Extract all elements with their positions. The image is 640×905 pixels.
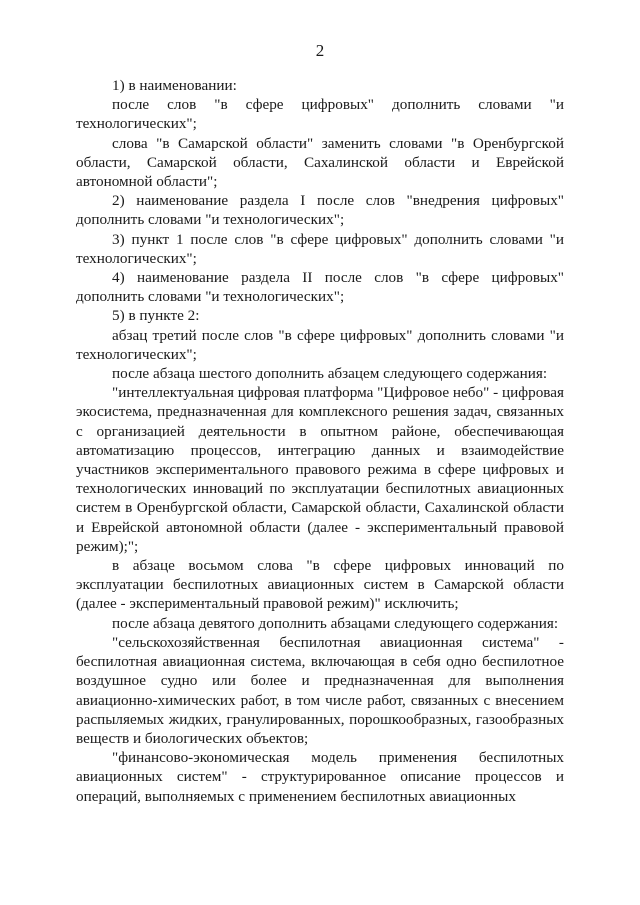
paragraph: "сельскохозяйственная беспилотная авиационная система" - беспилотная авиационная система, включающая в себя одно беспилотное воздушное судно или более и предназначенная для выполнения авиационно-химических работ, в том числе работ, связанных с внесением распыляемых жидких, гранулированных, порошкообразных, газообразных веществ и биологических объектов; [76,633,564,747]
paragraph: 4) наименование раздела II после слов "в сфере цифровых" дополнить словами "и технологических"; [76,269,564,306]
paragraph: 3) пункт 1 после слов "в сфере цифровых" дополнить словами "и технологических"; [76,230,564,267]
paragraph: в абзаце восьмом слова "в сфере цифровых инноваций по эксплуатации беспилотных авиационных систем в Самарской области (далее - экспериментальный правовой режим)" исключить; [76,557,564,613]
page-number: 2 [315,41,325,60]
paragraph: 2) наименование раздела I после слов "внедрения цифровых" дополнить словами "и технологических"; [76,192,564,229]
paragraph: после слов "в сфере цифровых" дополнить словами "и технологических"; [76,96,564,133]
paragraph: абзац третий после слов "в сфере цифровых" дополнить словами "и технологических"; [76,326,564,363]
paragraph: слова "в Самарской области" заменить словами "в Оренбургской области, Самарской области, Сахалинской области и Еврейской автономной области"; [76,134,564,191]
paragraph: "интеллектуальная цифровая платформа "Цифровое небо" - цифровая экосистема, предназначенная для комплексного решения задач, связанных с организацией деятельности в опытном районе, обеспечивающая автоматизацию процессов, интеграцию данных и взаимодействие участников экспериментального правового режима в сфере цифровых и технологических инноваций по эксплуатации беспилотных авиационных систем в Оренбургской области, Самарской области, Сахалинской области и Еврейской автономной области (далее - экспериментальный правовой режим);"; [76,384,564,555]
paragraph: "финансово-экономическая модель применения беспилотных авиационных систем" - структурированное описание процессов и операций, выполняемых с применением беспилотных авиационных [76,749,564,805]
paragraph: после абзаца девятого дополнить абзацами следующего содержания: [112,614,559,632]
paragraph: после абзаца шестого дополнить абзацем следующего содержания: [112,365,548,383]
paragraph: 1) в наименовании: [112,77,237,94]
document-body [76,76,564,806]
paragraph: 5) в пункте 2: [112,307,200,325]
